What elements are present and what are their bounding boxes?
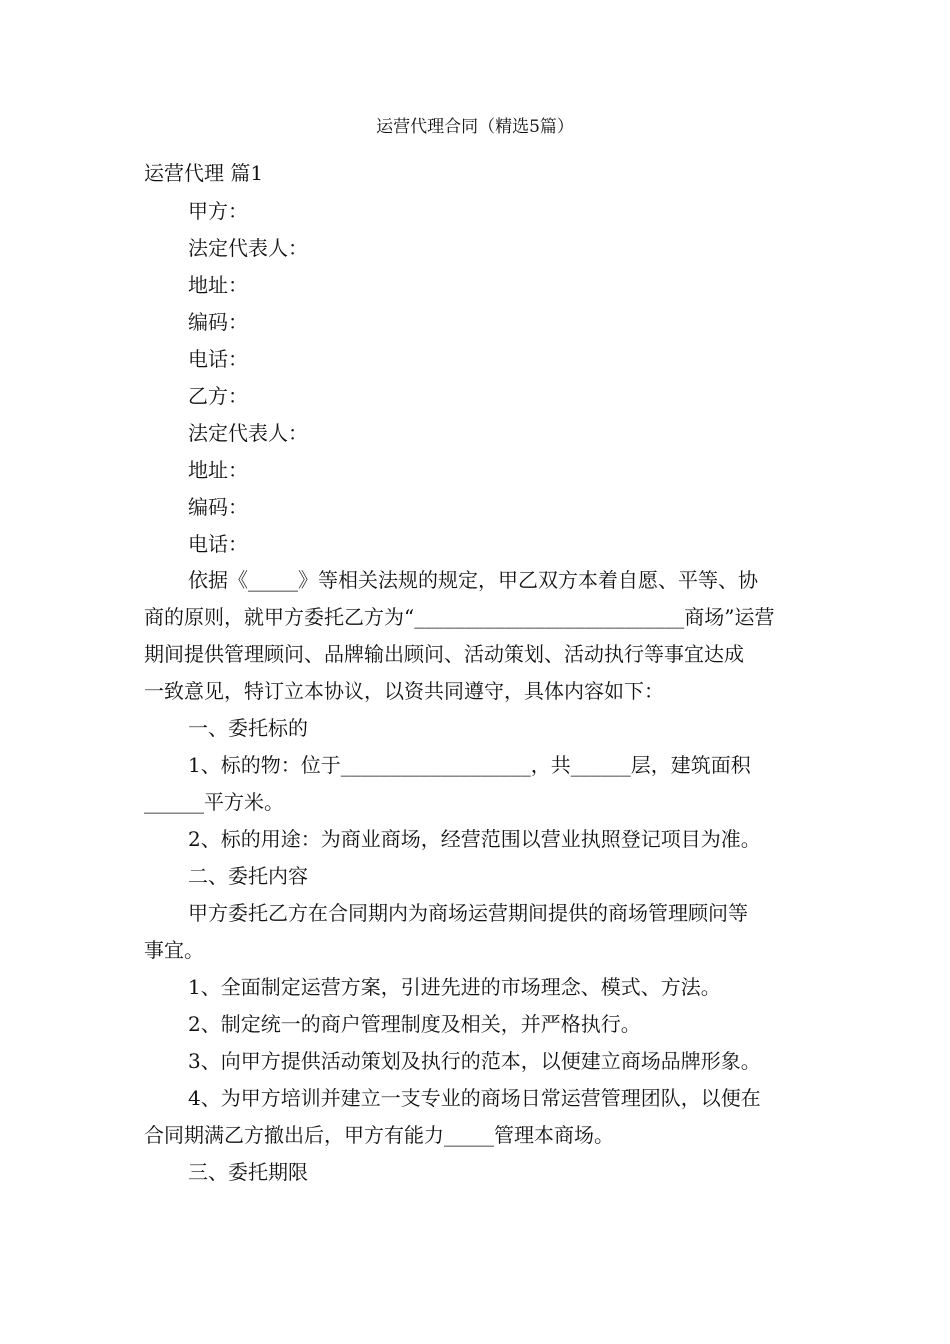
article-3-heading: 三、委托期限 (188, 1160, 308, 1184)
party-a-legal-rep: 法定代表人： (188, 236, 308, 260)
section-heading: 运营代理 篇1 (144, 161, 264, 185)
article-1-item-1-line-1: 1、标的物：位于___________________，共______层，建筑面积 (188, 753, 751, 777)
party-a-address: 地址： (188, 273, 248, 297)
intro-line-2: 商的原则，就甲方委托乙方为“___________________________商场”运营 (144, 605, 775, 629)
article-2-para-line-1: 甲方委托乙方在合同期内为商场运营期间提供的商场管理顾问等 (188, 901, 748, 925)
party-a-label: 甲方： (188, 199, 248, 223)
article-2-item-1: 1、全面制定运营方案，引进先进的市场理念、模式、方法。 (188, 975, 721, 999)
article-2-item-3: 3、向甲方提供活动策划及执行的范本，以便建立商场品牌形象。 (188, 1049, 761, 1073)
article-1-item-2: 2、标的用途：为商业商场，经营范围以营业执照登记项目为准。 (188, 827, 761, 851)
party-a-postcode: 编码： (188, 310, 248, 334)
intro-line-4: 一致意见，特订立本协议，以资共同遵守，具体内容如下： (144, 679, 664, 703)
party-b-address: 地址： (188, 458, 248, 482)
party-b-postcode: 编码： (188, 495, 248, 519)
party-a-phone: 电话： (188, 347, 248, 371)
article-1-item-1-line-2: ______平方米。 (144, 790, 284, 814)
article-2-item-4-line-2: 合同期满乙方撤出后，甲方有能力_____管理本商场。 (144, 1123, 614, 1147)
article-1-heading: 一、委托标的 (188, 716, 308, 740)
article-2-heading: 二、委托内容 (188, 864, 308, 888)
party-b-legal-rep: 法定代表人： (188, 421, 308, 445)
intro-line-1: 依据《_____》等相关法规的规定，甲乙双方本着自愿、平等、协 (188, 568, 758, 592)
article-2-para-line-2: 事宜。 (144, 938, 204, 962)
party-b-label: 乙方： (188, 384, 248, 408)
intro-line-3: 期间提供管理顾问、品牌输出顾问、活动策划、活动执行等事宜达成 (144, 642, 744, 666)
document-title: 运营代理合同（精选5篇） (376, 117, 574, 137)
article-2-item-2: 2、制定统一的商户管理制度及相关，并严格执行。 (188, 1012, 641, 1036)
article-2-item-4-line-1: 4、为甲方培训并建立一支专业的商场日常运营管理团队，以便在 (188, 1086, 761, 1110)
party-b-phone: 电话： (188, 532, 248, 556)
